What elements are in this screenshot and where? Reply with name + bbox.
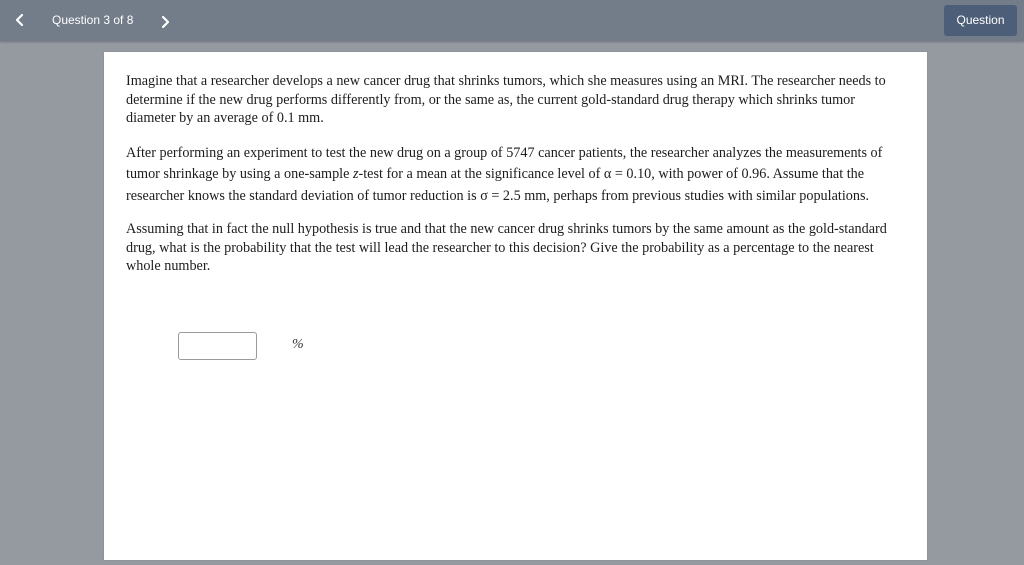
sigma-expression: σ = 2.5 <box>480 187 521 204</box>
question-button[interactable]: Question <box>944 5 1017 36</box>
alpha-expression: α = 0.10 <box>603 166 652 182</box>
chevron-right-icon <box>155 12 175 32</box>
next-question-button[interactable] <box>155 12 175 32</box>
question-card <box>104 52 927 560</box>
percent-unit-label: % <box>292 337 304 352</box>
top-navigation-bar <box>0 0 1024 41</box>
answer-input[interactable] <box>178 332 257 360</box>
z-symbol: z <box>352 166 359 182</box>
question-counter: Question 3 of 8 <box>52 13 134 27</box>
question-paragraph-3: Assuming that in fact the null hypothesis is true and that the new cancer drug shrinks tumors by the same amount as the gold-standard drug, what is the probability that the test will lead the researcher to this decision? Give the probability as a percentage to the nearest whole number. <box>126 221 887 274</box>
question-text <box>126 72 896 291</box>
chevron-left-icon <box>10 10 30 30</box>
paragraph-2-text-d: mm, perhaps from previous studies with similar populations. <box>520 187 870 204</box>
question-paragraph-1: Imagine that a researcher develops a new cancer drug that shrinks tumors, which she measures using an MRI. The researcher needs to determine if the new drug performs differently from, or the same as, the current gold-standard drug therapy which shrinks tumor diameter by an average of 0.1 mm. <box>126 73 886 126</box>
paragraph-2-text-b: -test for a mean at the significance level of <box>358 166 604 182</box>
previous-question-button[interactable] <box>10 10 30 30</box>
paragraph-2-text-c: , with power of 0.96. Assume that the researcher knows the standard deviation of tumor reduction is <box>126 166 865 204</box>
question-paragraph-2 <box>126 143 896 208</box>
paragraph-2-text-a: After performing an experiment to test the new drug on a group of 5747 cancer patients, the researcher analyzes the measurements of tumor shrinkage by using a one-sample <box>126 144 883 182</box>
